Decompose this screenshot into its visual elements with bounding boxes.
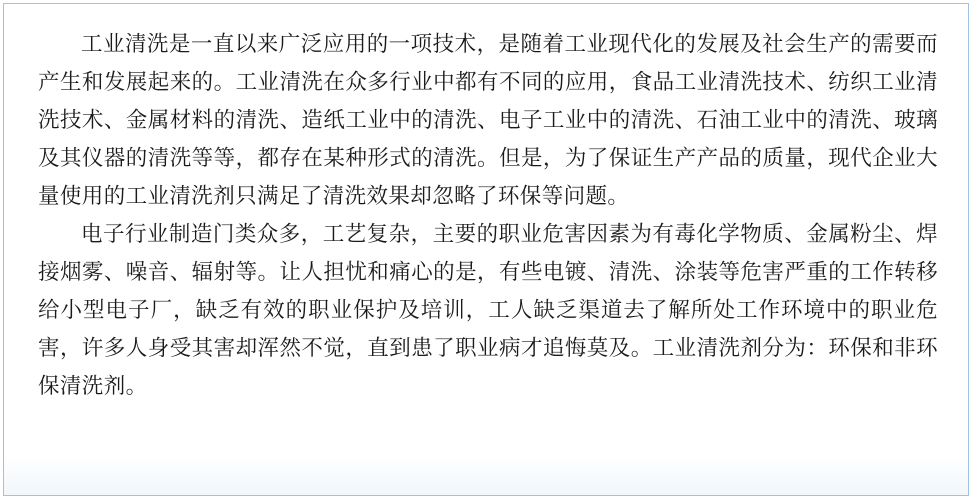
paragraph-2: 电子行业制造门类众多，工艺复杂，主要的职业危害因素为有毒化学物质、金属粉尘、焊接烟雾、噪音、辐射等。让人担忧和痛心的是，有些电镀、清洗、涂装等危害严重的工作转移给小型电子厂，缺乏有效的职业保护及培训，工人缺乏渠道去了解所处工作环境中的职业危害，许多人身受其害却浑然不觉，直到患了职业病才追悔莫及。工业清洗剂分为：环保和非环保清洗剂。 xyxy=(38,222,938,399)
document-border-frame xyxy=(3,3,969,496)
paragraph-1: 工业清洗是一直以来广泛应用的一项技术，是随着工业现代化的发展及社会生产的需要而产生和发展起来的。工业清洗在众多行业中都有不同的应用，食品工业清洗技术、纺织工业清洗技术、金属材料的清洗、造纸工业中的清洗、电子工业中的清洗、石油工业中的清洗、玻璃及其仪器的清洗等等，都存在某种形式的清洗。但是，为了保证生产产品的质量，现代企业大量使用的工业清洗剂只满足了清洗效果却忽略了环保等问题。 xyxy=(38,32,938,209)
document-text-body xyxy=(38,26,938,406)
